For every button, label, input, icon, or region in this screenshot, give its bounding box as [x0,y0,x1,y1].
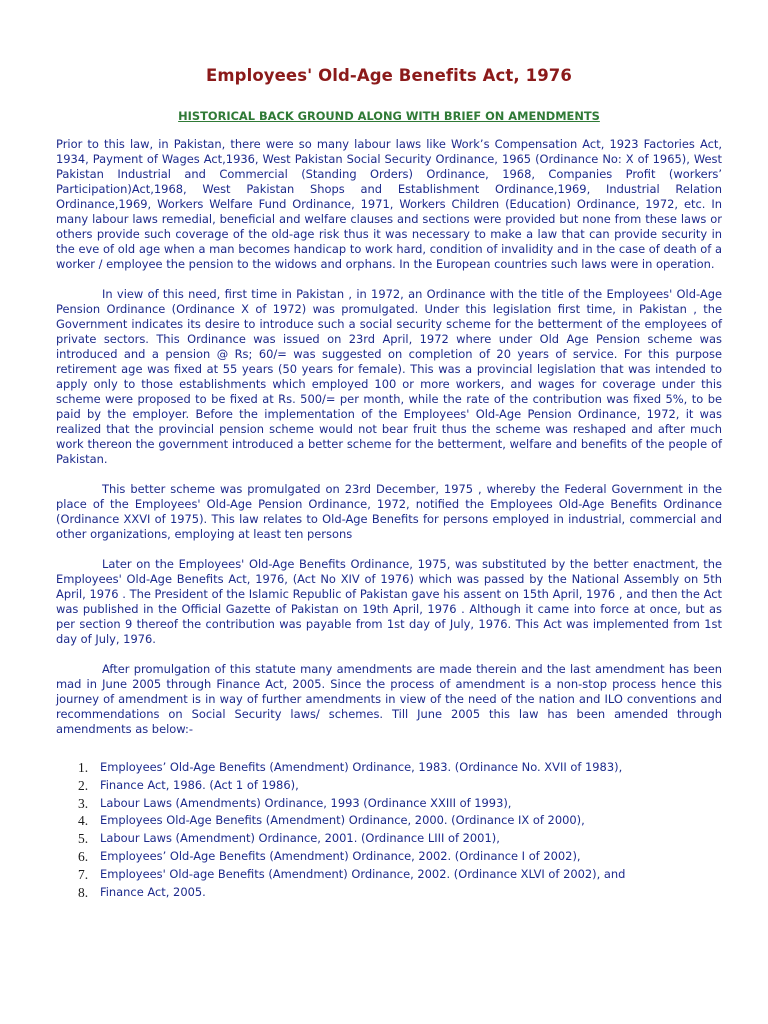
list-item-text: Finance Act, 1986. (Act 1 of 1986), [100,777,299,792]
amendments-list [56,759,722,901]
list-item-number: 2. [78,777,89,793]
list-item [56,866,722,884]
list-item-number: 3. [78,795,89,811]
list-item [56,848,722,866]
list-item-text: Employees Old-Age Benefits (Amendment) Ordinance, 2000. (Ordinance IX of 2000), [100,813,585,828]
document-title: Employees' Old-Age Benefits Act, 1976 [206,66,572,85]
paragraph-1975-ordinance: This better scheme was promulgated on 23rd December, 1975 , whereby the Federal Government in the place of the Employees' Old-Age Pension Ordinance, 1972, notified the Employees Old-Age Benefits Ordinance (Ordinance XXVI of 1975). This law relates to Old-Age Benefits for persons employed in industrial, commercial and other organizations, employing at least ten persons [56,482,722,541]
paragraph-1972-ordinance: In view of this need, first time in Pakistan , in 1972, an Ordinance with the title of the Employees' Old-Age Pension Ordinance (Ordinance X of 1972) was promulgated. Under this legislation first time, in Pakistan , the Government indicates its desire to introduce such a social security scheme for the betterment of the employees of private sectors. This Ordinance was issued on 23rd April, 1972 where under Old Age Pension scheme was introduced and a pension @ Rs; 60/= was suggested on completion of 20 years of service. For this purpose retirement age was fixed at 55 years (50 years for female). This was a provincial legislation that was intended to apply only to those establishments which employed 100 or more workers, and wages for coverage under this scheme were proposed to be fixed at Rs. 500/= per month, while the rate of the contribution was fixed 5%, to be paid by the employer. Before the implementation of the Employees' Old-Age Pension Ordinance, 1972, it was realized that the provincial pension scheme would not bear fruit thus the scheme was reshaped and after much work thereon the government introduced a better scheme for the betterment, welfare and benefits of the people of Pakistan. [56,287,722,466]
paragraph-1976-act: Later on the Employees' Old-Age Benefits Ordinance, 1975, was substituted by the better enactment, the Employees' Old-Age Benefits Act, 1976, (Act No XIV of 1976) which was passed by the National Assembly on 5th April, 1976 . The President of the Islamic Republic of Pakistan gave his assent on 15th April, 1976 , and then the Act was published in the Official Gazette of Pakistan on 19th April, 1976 . Although it came into force at once, but as per section 9 thereof the contribution was payable from 1st day of July, 1976. This Act was implemented from 1st day of July, 1976. [56,557,722,646]
list-item-text: Employees’ Old-Age Benefits (Amendment) Ordinance, 1983. (Ordinance No. XVII of 1983), [100,760,623,774]
list-item-number: 1. [78,760,89,775]
list-item-number: 6. [78,848,89,864]
list-item-text: Employees' Old-age Benefits (Amendment) Ordinance, 2002. (Ordinance XLVI of 2002), and [100,866,626,881]
paragraph-amendments-intro: After promulgation of this statute many amendments are made therein and the last amendment has been mad in June 2005 through Finance Act, 2005. Since the process of amendment is a non-stop process hence this journey of amendment is in way of further amendments in view of the need of the nation and ILO conventions and recommendations on Social Security laws/ schemes. Till June 2005 this law has been amended through amendments as below:- [56,662,722,736]
list-item [56,884,722,902]
list-item-text: Labour Laws (Amendment) Ordinance, 2001. (Ordinance LIII of 2001), [100,831,500,846]
list-item-text: Employees’ Old-Age Benefits (Amendment) Ordinance, 2002. (Ordinance I of 2002), [100,848,581,863]
list-item-number: 5. [78,831,89,847]
list-item [56,777,722,795]
list-item-number: 8. [78,884,89,900]
list-item-number: 4. [78,813,89,829]
document-subtitle: HISTORICAL BACK GROUND ALONG WITH BRIEF ON AMENDMENTS [178,109,600,123]
list-item [56,812,722,830]
list-item-text: Finance Act, 2005. [100,884,206,899]
list-item [56,759,722,777]
list-item-text: Labour Laws (Amendments) Ordinance, 1993 (Ordinance XXIII of 1993), [100,795,512,810]
document-page [56,66,722,901]
paragraph-background: Prior to this law, in Pakistan, there were so many labour laws like Work’s Compensation Act, 1923 Factories Act, 1934, Payment of Wages Act,1936, West Pakistan Social Security Ordinance, 1965 (Ordinance No: X of 1965), West Pakistan Industrial and Commercial (Standing Orders) Ordinance, 1968, Companies Profit (workers’ Participation)Act,1968, West Pakistan Shops and Establishment Ordinance,1969, Industrial Relation Ordinance,1969, Workers Welfare Fund Ordinance, 1971, Workers Children (Education) Ordinance, 1972, etc. In many labour laws remedial, beneficial and welfare clauses and sections were provided but none from these laws or others provide such coverage of the old-age risk thus it was necessary to make a law that can provide security in the eve of old age when a man becomes handicap to work hard, condition of invalidity and in the case of death of a worker / employee the pension to the widows and orphans. In the European countries such laws were in operation. [56,137,722,271]
list-item [56,830,722,848]
list-item [56,795,722,813]
list-item-number: 7. [78,866,89,882]
